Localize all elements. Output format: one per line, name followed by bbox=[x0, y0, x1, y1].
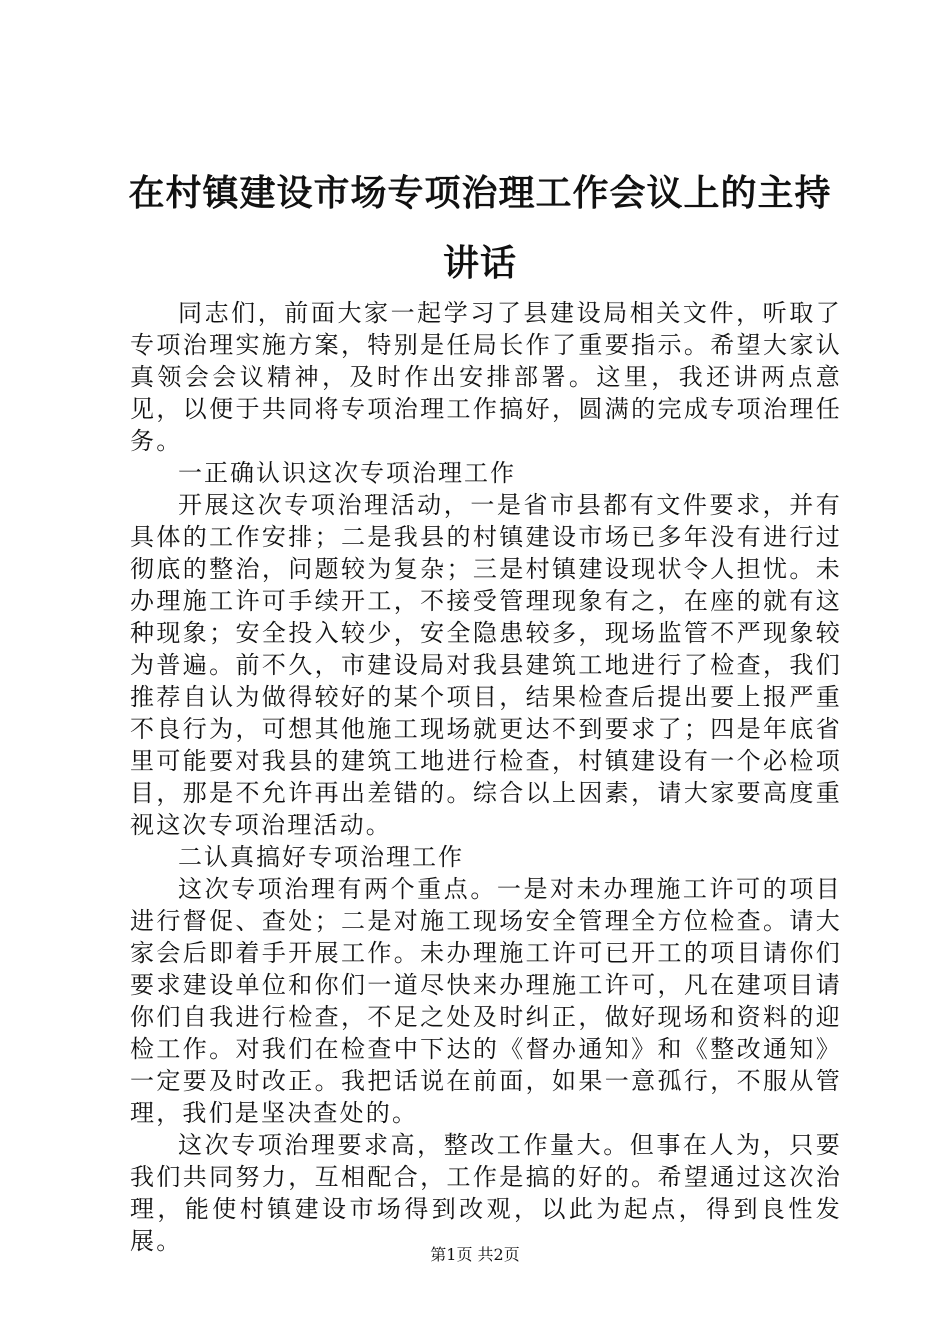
section-heading-1: 一正确认识这次专项治理工作 bbox=[178, 459, 516, 487]
paragraph-closing: 这次专项治理要求高，整改工作量大。但事在人为，只要我们共同努力，互相配合，工作是搞的好的。希望通过这次治理，能使村镇建设市场得到改观，以此为起点，得到良性发展。 bbox=[130, 1131, 842, 1255]
paragraph-section-2: 这次专项治理有两个重点。一是对未办理施工许可的项目进行督促、查处；二是对施工现场安全管理全方位检查。请大家会后即着手开展工作。未办理施工许可已开工的项目请你们要求建设单位和你们一道尽快来办理施工许可，凡在建项目请你们自我进行检查，不足之处及时纠正，做好现场和资料的迎检工作。对我们在检查中下达的《督办通知》和《整改通知》一定要及时改正。我把话说在前面，如果一意孤行，不服从管理，我们是坚决查处的。 bbox=[130, 875, 842, 1127]
paragraph-intro: 同志们，前面大家一起学习了县建设局相关文件，听取了专项治理实施方案，特别是任局长作了重要指示。希望大家认真领会会议精神，及时作出安排部署。这里，我还讲两点意见，以便于共同将专项治理工作搞好，圆满的完成专项治理任务。 bbox=[130, 299, 842, 455]
paragraph-section-1: 开展这次专项治理活动，一是省市县都有文件要求，并有具体的工作安排；二是我县的村镇建设市场已多年没有进行过彻底的整治，问题较为复杂；三是村镇建设现状令人担忧。未办理施工许可手续开工，不接受管理现象有之，在座的就有这种现象；安全投入较少，安全隐患较多，现场监管不严现象较为普遍。前不久，市建设局对我县建筑工地进行了检查，我们推荐自认为做得较好的某个项目，结果检查后提出要上报严重不良行为，可想其他施工现场就更达不到要求了；四是年底省里可能要对我县的建筑工地进行检查，村镇建设有一个必检项目，那是不允许再出差错的。综合以上因素，请大家要高度重视这次专项治理活动。 bbox=[130, 491, 842, 839]
document-title: 在村镇建设市场专项治理工作会议上的主持讲话 bbox=[128, 172, 832, 284]
document-body bbox=[130, 297, 842, 1257]
page-number-footer: 第1页 共2页 bbox=[430, 1245, 520, 1264]
section-heading-2: 二认真搞好专项治理工作 bbox=[178, 843, 464, 871]
